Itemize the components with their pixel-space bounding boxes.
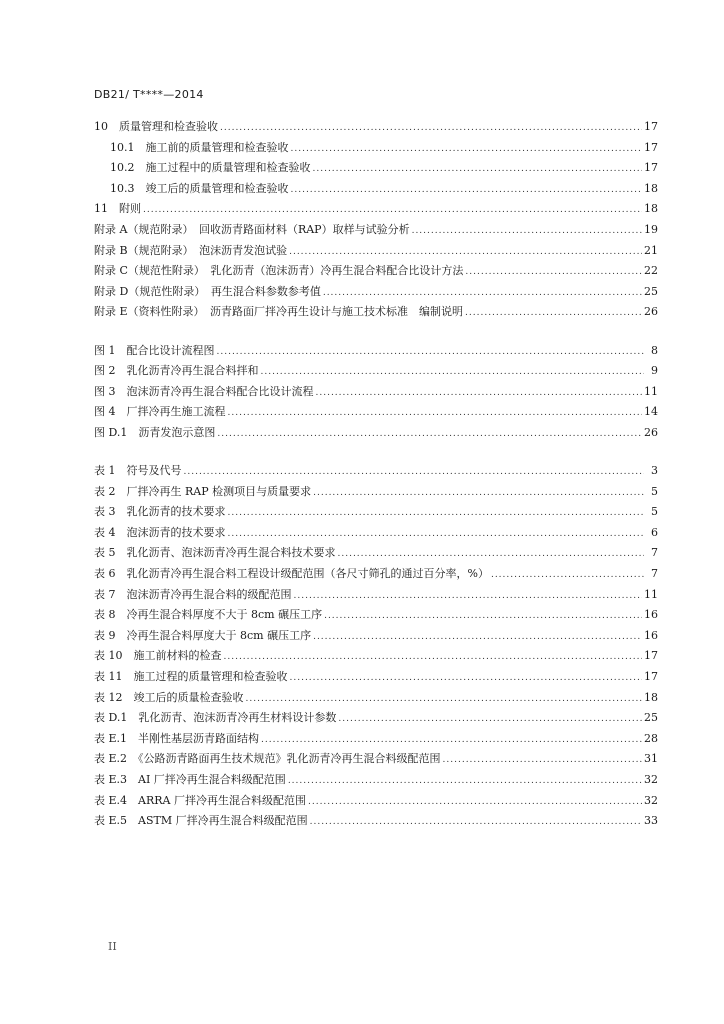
toc-entry[interactable] [94, 199, 658, 220]
dot-leader [220, 118, 642, 139]
toc-entry-title: 表 10 施工前材料的检查 [94, 649, 222, 663]
toc-entry-page: 16 [644, 608, 658, 622]
toc-entry-page: 17 [644, 670, 658, 684]
toc-entry-title: 附录 D（规范性附录） 再生混合料参数参考值 [94, 284, 321, 298]
toc-entry[interactable] [94, 261, 658, 282]
toc-entry-page: 9 [651, 364, 658, 378]
toc-entry-title: 10.2 施工过程中的质量管理和检查验收 [110, 161, 311, 175]
toc-entry-page: 7 [651, 546, 658, 560]
toc-entry-title: 表 2 厂拌冷再生 RAP 检测项目与质量要求 [94, 484, 312, 498]
toc-entry-page: 18 [644, 690, 658, 704]
toc-entry[interactable] [94, 564, 658, 585]
toc-entry-page: 18 [644, 181, 658, 195]
toc-entry[interactable] [94, 605, 658, 626]
dot-leader [324, 606, 642, 627]
toc-entry-page: 17 [644, 161, 658, 175]
toc-entry-page: 33 [644, 814, 658, 828]
dot-leader [291, 139, 643, 160]
toc-entry[interactable] [94, 179, 658, 200]
dot-leader [289, 242, 642, 263]
section-gap [94, 323, 658, 341]
toc-entry-title: 表 1 符号及代号 [94, 464, 182, 478]
page-number: II [108, 940, 117, 953]
toc-entry-page: 17 [644, 140, 658, 154]
toc-entry-page: 19 [644, 222, 658, 236]
toc-entry-title: 图 D.1 沥青发泡示意图 [94, 425, 216, 439]
toc-entry-page: 26 [644, 305, 658, 319]
toc-entry-title: 表 11 施工过程的质量管理和检查验收 [94, 670, 288, 684]
toc-entry[interactable] [94, 749, 658, 770]
dot-leader [338, 544, 645, 565]
toc-entry-page: 28 [644, 731, 658, 745]
toc-entry-page: 6 [651, 525, 658, 539]
toc-entry[interactable] [94, 667, 658, 688]
toc-entry-title: 表 4 泡沫沥青的技术要求 [94, 525, 226, 539]
toc-entry-title: 表 E.1 半刚性基层沥青路面结构 [94, 731, 260, 745]
toc-entry[interactable] [94, 461, 658, 482]
dot-leader [291, 180, 643, 201]
dot-leader [313, 483, 644, 504]
toc-entry-page: 32 [644, 773, 658, 786]
dot-leader [246, 689, 643, 710]
toc-entry[interactable] [94, 402, 658, 423]
toc-entry-title: 图 2 乳化沥青冷再生混合料拌和 [94, 364, 259, 378]
toc-entry[interactable] [94, 811, 658, 832]
toc-entry-title: 表 7 泡沫沥青冷再生混合料的级配范围 [94, 587, 292, 601]
toc-entry-page: 14 [644, 405, 658, 419]
toc-entry-page: 17 [644, 120, 658, 133]
toc-entry-title: 表 12 竣工后的质量检查验收 [94, 690, 244, 704]
dot-leader [224, 647, 643, 668]
toc-entry[interactable] [94, 482, 658, 503]
toc-entry[interactable] [94, 282, 658, 303]
toc-entry[interactable] [94, 158, 658, 179]
toc-entry[interactable] [94, 361, 658, 382]
toc-entry-title: 10 质量管理和检查验收 [94, 120, 218, 133]
toc-entry-page: 22 [644, 264, 658, 278]
dot-leader [313, 627, 642, 648]
toc-entry-title: 表 9 冷再生混合料厚度大于 8cm 碾压工序 [94, 628, 312, 642]
toc-entry-title: 表 3 乳化沥青的技术要求 [94, 505, 226, 519]
toc-entry-title: 11 附则 [94, 202, 141, 216]
toc-entry-title: 表 E.5 ASTM 厂拌冷再生混合料级配范围 [94, 814, 308, 828]
dot-leader [308, 792, 642, 813]
toc-entry-page: 32 [644, 793, 658, 807]
toc-entry-page: 31 [644, 752, 658, 766]
toc-entry-title: 附录 E（资料性附录） 沥青路面厂拌冷再生设计与施工技术标准 编制说明 [94, 305, 464, 319]
toc-entry[interactable] [94, 729, 658, 750]
dot-leader [288, 771, 642, 792]
toc-entry[interactable] [94, 117, 658, 138]
dot-leader [228, 403, 643, 424]
dot-leader [228, 524, 645, 545]
toc-entry-title: 表 5 乳化沥青、泡沫沥青冷再生混合料技术要求 [94, 546, 336, 560]
dot-leader [217, 342, 645, 363]
toc-entry-title: 图 3 泡沫沥青冷再生混合料配合比设计流程 [94, 384, 314, 398]
toc-entry[interactable] [94, 791, 658, 812]
dot-leader [491, 565, 644, 586]
toc-entry[interactable] [94, 502, 658, 523]
toc-entry-page: 18 [644, 202, 658, 216]
toc-entry-page: 8 [651, 343, 658, 357]
toc-entry-title: 表 E.4 ARRA 厂拌冷再生混合料级配范围 [94, 793, 306, 807]
toc-entry-page: 7 [651, 567, 658, 581]
dot-leader [465, 303, 642, 324]
toc-entry[interactable] [94, 708, 658, 729]
toc-entry-page: 3 [651, 464, 658, 478]
toc-entry-title: 表 D.1 乳化沥青、泡沫沥青冷再生材料设计参数 [94, 711, 337, 725]
toc-entry-page: 5 [651, 505, 658, 519]
toc-entry-page: 17 [644, 649, 658, 663]
dot-leader [261, 362, 645, 383]
toc-entry-page: 25 [644, 284, 658, 298]
section-gap [94, 444, 658, 462]
dot-leader [412, 221, 642, 242]
toc-entry-page: 25 [644, 711, 658, 725]
dot-leader [313, 159, 643, 180]
document-header: DB21/ T****—2014 [94, 88, 204, 101]
dot-leader [143, 200, 642, 221]
toc-entry-title: 10.3 竣工后的质量管理和检查验收 [110, 181, 289, 195]
dot-leader [261, 730, 642, 751]
toc-entry[interactable] [94, 626, 658, 647]
toc-entry[interactable] [94, 302, 658, 323]
dot-leader [316, 383, 643, 404]
dot-leader [323, 283, 642, 304]
toc-entry[interactable] [94, 423, 658, 444]
toc-entry-page: 5 [651, 484, 658, 498]
table-of-contents [94, 117, 658, 832]
toc-entry-page: 16 [644, 628, 658, 642]
toc-entry-title: 附录 C（规范性附录） 乳化沥青（泡沫沥青）冷再生混合料配合比设计方法 [94, 264, 464, 278]
toc-entry-page: 26 [644, 425, 658, 439]
toc-entry-title: 表 6 乳化沥青冷再生混合料工程设计级配范围（各尺寸筛孔的通过百分率，%） [94, 567, 489, 581]
toc-entry[interactable] [94, 138, 658, 159]
dot-leader [443, 750, 642, 771]
dot-leader [217, 424, 642, 445]
toc-entry[interactable] [94, 523, 658, 544]
toc-entry[interactable] [94, 220, 658, 241]
toc-entry-title: 表 8 冷再生混合料厚度不大于 8cm 碾压工序 [94, 608, 323, 622]
toc-entry[interactable] [94, 646, 658, 667]
toc-entry-page: 11 [644, 587, 658, 601]
toc-entry[interactable] [94, 543, 658, 564]
toc-entry-title: 图 1 配合比设计流程图 [94, 343, 215, 357]
toc-entry[interactable] [94, 341, 658, 362]
dot-leader [184, 462, 645, 483]
dot-leader [310, 812, 642, 833]
toc-entry[interactable] [94, 382, 658, 403]
toc-entry[interactable] [94, 770, 658, 791]
dot-leader [338, 709, 642, 730]
toc-entry[interactable] [94, 241, 658, 262]
toc-entry-page: 21 [644, 243, 658, 257]
dot-leader [228, 503, 645, 524]
toc-entry[interactable] [94, 688, 658, 709]
toc-entry-title: 表 E.2 《公路沥青路面再生技术规范》乳化沥青冷再生混合料级配范围 [94, 752, 441, 766]
toc-entry-page: 11 [644, 384, 658, 398]
toc-entry[interactable] [94, 585, 658, 606]
toc-entry-title: 10.1 施工前的质量管理和检查验收 [110, 140, 289, 154]
toc-entry-title: 附录 B（规范附录） 泡沫沥青发泡试验 [94, 243, 288, 257]
toc-entry-title: 图 4 厂拌冷再生施工流程 [94, 405, 226, 419]
dot-leader [465, 262, 642, 283]
dot-leader [290, 668, 643, 689]
toc-entry-title: 表 E.3 AI 厂拌冷再生混合料级配范围 [94, 773, 286, 786]
dot-leader [294, 586, 643, 607]
toc-entry-title: 附录 A（规范附录） 回收沥青路面材料（RAP）取样与试验分析 [94, 222, 410, 236]
